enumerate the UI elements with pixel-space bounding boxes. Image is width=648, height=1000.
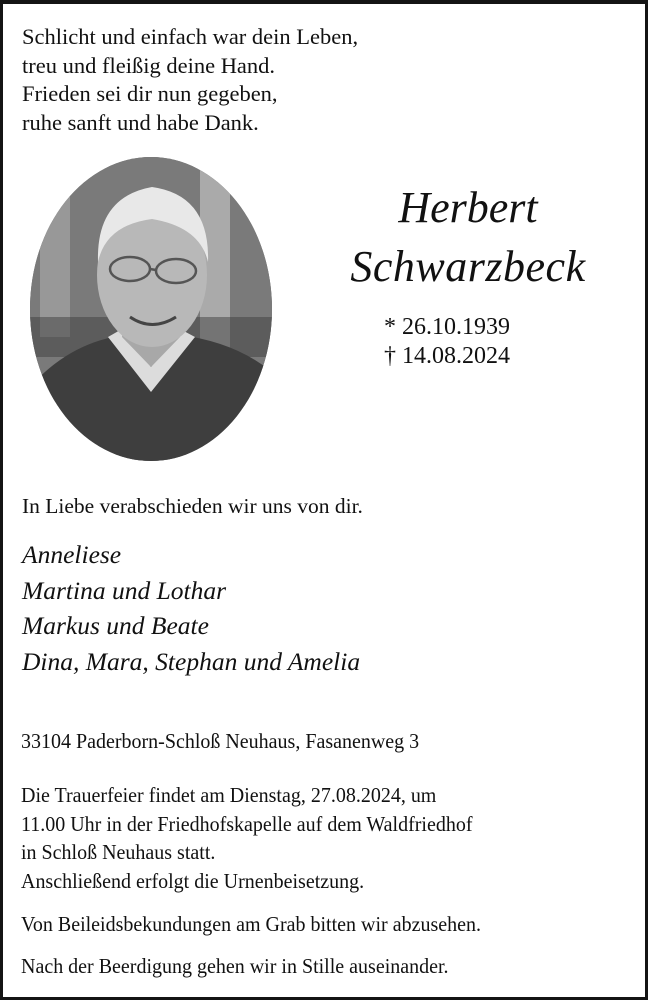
- farewell-text: In Liebe verabschieden wir uns von dir.: [22, 494, 363, 518]
- family-member: Markus und Beate: [22, 611, 209, 640]
- death-date: † 14.08.2024: [384, 343, 510, 369]
- service-line: Anschließend erfolgt die Urnenbeisetzung.: [21, 868, 365, 893]
- birth-date: * 26.10.1939: [384, 314, 510, 340]
- verse-line: Schlicht und einfach war dein Leben,: [22, 24, 359, 49]
- family-member: Anneliese: [22, 540, 122, 569]
- portrait-icon: [30, 157, 272, 461]
- closing-note: Nach der Beerdigung gehen wir in Stille auseinander.: [21, 954, 449, 978]
- life-dates: [384, 313, 510, 371]
- service-line: in Schloß Neuhaus statt.: [21, 840, 216, 864]
- portrait-photo: [30, 157, 272, 461]
- condolence-note: Von Beileidsbekundungen am Grab bitten wir abzusehen.: [21, 912, 481, 936]
- family-address: 33104 Paderborn-Schloß Neuhaus, Fasanenweg 3: [21, 729, 420, 753]
- deceased-last-name: Schwarzbeck: [350, 242, 586, 291]
- family-member: Dina, Mara, Stephan und Amelia: [22, 646, 361, 676]
- family-list: [22, 537, 360, 679]
- verse-line: treu und fleißig deine Hand.: [22, 52, 276, 78]
- memorial-verse: [22, 23, 358, 137]
- service-line: 11.00 Uhr in der Friedhofskapelle auf dem Waldfriedhof: [21, 811, 473, 836]
- deceased-first-name: Herbert: [398, 183, 538, 232]
- obituary-notice: [3, 4, 645, 997]
- family-member: Martina und Lothar: [22, 575, 227, 605]
- verse-line: ruhe sanft und habe Dank.: [22, 109, 259, 135]
- verse-line: Frieden sei dir nun gegeben,: [22, 81, 278, 106]
- funeral-service-info: [21, 781, 472, 895]
- service-line: Die Trauerfeier findet am Dienstag, 27.08.2024, um: [21, 783, 437, 807]
